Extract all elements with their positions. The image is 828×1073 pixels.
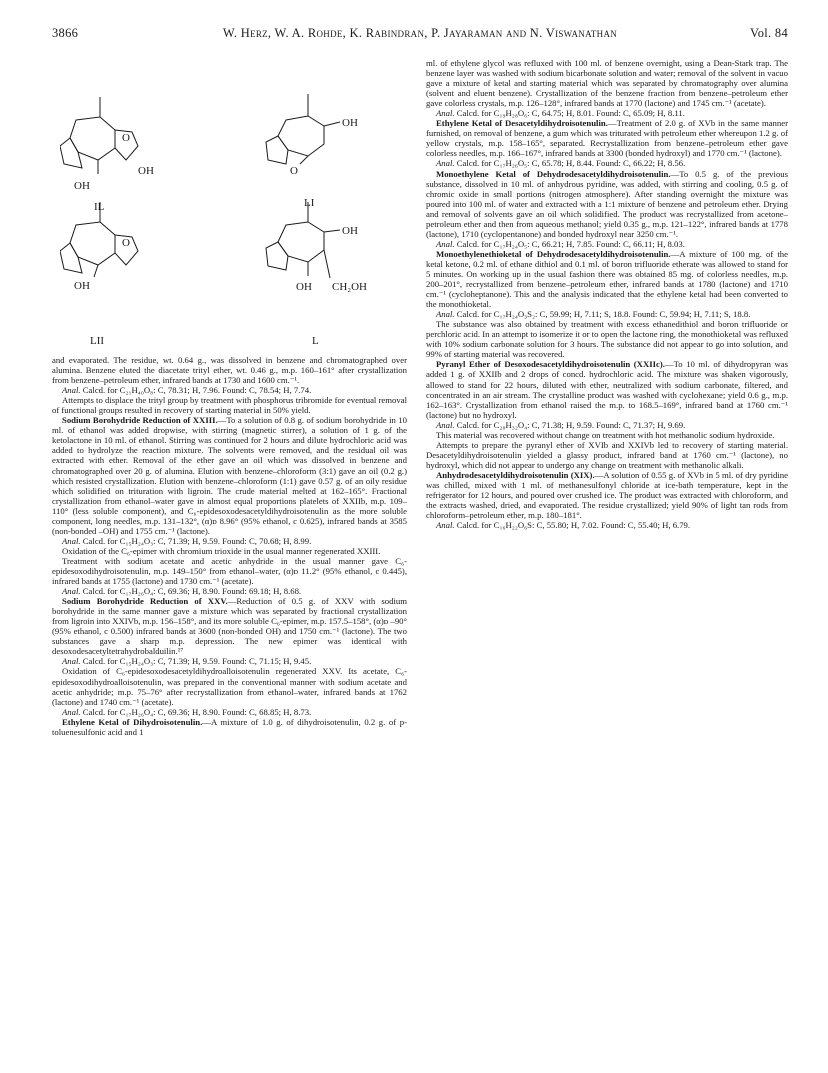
paragraph <box>52 546 407 556</box>
anal-label: Anal. <box>62 586 81 597</box>
paragraph <box>426 108 788 118</box>
label-il: IL <box>94 201 105 213</box>
paragraph-text: Calcd. for C₂₀H₃₂O₄: C, 71.38; H, 9.59. Found: C, 71.37; H, 9.69. <box>454 419 686 430</box>
anal-label: Anal. <box>436 158 455 169</box>
paragraph <box>426 118 788 158</box>
structure-figures <box>60 82 400 352</box>
paragraph-text: Calcd. for C₂₁H₄₀O₈: C, 78.31; H, 7.96. Found: C, 78.54; H, 7.74. <box>80 385 312 396</box>
lii-o: O <box>122 237 130 249</box>
il-oh: OH <box>138 165 154 177</box>
paragraph-text: Treatment with sodium acetate and acetic anhydride in the usual manner gave C₆-epidesoxodihydroisotenulin, m.p. 149–150° from ethanol–water, (α)ᴅ 11.2° (95% ethanol, c 0.445), infrared bands at 1755 (lactone) and 1730 cm.⁻¹ (acetate). <box>52 555 407 587</box>
paragraph-text: The substance was also obtained by treatment with excess ethanedithiol and boron trifluoride or perchloric acid. In an attempt to isomerize it or to open the lactone ring, the monothioketal was refluxed with 10% sodium carbonate solution for 3 hours. The substance did not appear to go into solution, and 99% of starting material was recovered. <box>426 319 788 360</box>
paragraph-text: Calcd. for C₁₇H₂₄O₅: C, 66.21; H, 7.85. Found: C, 66.11; H, 8.03. <box>454 238 685 249</box>
paragraph-text: —Reduction of 0.5 g. of XXV with sodium borohydride in the same manner gave a mixture which was separated by fractional crystallization from ligroin into XXIVb, m.p. 156–158°, and its more soluble C₆-epimer, m.p. 157.5–158°, (α)ᴅ –90° (95% ethanol, c 0.500) infrared bands at 3600 (non-bonded OH) and 1750 cm.⁻¹ (lactone). The two substances gave a sharp m.p. depression. The new epimer was identical with desoxodesacetyltetrahydrobalduilin.¹⁷ <box>52 596 408 657</box>
paragraph <box>52 656 407 666</box>
section-heading: Anhydrodesacetyldihydroisotenulin (XIX). <box>436 469 595 480</box>
anal-label: Anal. <box>436 520 455 531</box>
paragraph-text: Calcd. for C₁₆H₂₂O₆S: C, 55.80; H, 7.02. Found: C, 55.40; H, 6.79. <box>454 520 691 531</box>
paragraph-text: —To 0.5 g. of the previous substance, dissolved in 10 ml. of anhydrous pyridine, was added, with stirring and cooling, 0.5 g. of chromic oxide in small portions (nitrogen atmosphere). After standing overnight the mixture was poured into 100 ml. of water and extracted with a 1:1 mixture of benzene and petroleum ether. Drying and removal of solvents gave an oil which solidified. The product was recrystallized from acetone–petroleum ether and then from aqueous methanol; yield 0.35 g., m.p. 121–122°, infrared bands at 1778 (lactone), 1710 (cyclopentanone) and bonded hydroxyl near 3250 cm.⁻¹. <box>426 168 789 239</box>
anal-label: Anal. <box>436 108 455 119</box>
paragraph-text: Attempts to displace the trityl group by treatment with phosphorus tribromide for eventual removal of functional groups resulted in recovery of starting material in 50% yield. <box>52 395 407 416</box>
paragraph <box>52 415 407 536</box>
lii-oh: OH <box>74 280 90 292</box>
paragraph-text: ml. of ethylene glycol was refluxed with 100 ml. of benzene overnight, using a Dean-Stark trap. The benzene layer was washed with sodium bicarbonate solution and water; removal of the solvent in vacuo gave a mixture of ketal and starting material which was separated by chromatography over alumina (solvent and eluent benzene). Crystallization of the benzene fraction from benzene–petroleum ether gave colorless crystals, m.p. 126–128°, infrared bands at 1770 (lactone) and 1745 cm.⁻¹ (acetate). <box>426 58 788 109</box>
section-heading: Monoethylene Ketal of Dehydrodesacetyldihydroisotenulin. <box>436 168 671 179</box>
left-column <box>52 355 407 737</box>
l-ch2oh: CH₂OH <box>332 281 368 293</box>
paragraph <box>52 556 407 586</box>
volume-label: Vol. 84 <box>750 26 788 40</box>
paragraph <box>52 666 407 706</box>
structure-li <box>266 94 340 164</box>
structure-l <box>266 202 340 278</box>
running-authors: W. Herz, W. A. Rohde, K. Rabindran, P. Jayaraman and N. Viswanathan <box>222 26 618 40</box>
l-oh-top: OH <box>342 225 358 237</box>
right-column <box>426 58 788 530</box>
paragraph <box>52 596 407 656</box>
structure-diagrams <box>60 82 400 352</box>
paragraph-text: and evaporated. The residue, wt. 0.64 g., was dissolved in benzene and chromatographed over alumina. Benzene eluted the diacetate trityl ether, wt. 0.46 g., m.p. 160–161° after crystallization from benzene–petroleum ether, infrared bands at 1730 and 1600 cm.⁻¹. <box>52 355 407 386</box>
il-o: O <box>122 132 130 144</box>
paragraph-text: —To a solution of 0.8 g. of sodium borohydride in 10 ml. of ethanol was added dropwise, with stirring (magnetic stirrer), a solution of 1 g. of the ketolactone in 10 ml. of ethanol. Stirring was continued for 2 hours and dilute hydrochloric acid was added to hydrolyze the reaction mixture. The solvents were removed, and the residual oil was extracted with ether. Removal of the ether gave an oil which was dissolved in benzene and chromatographed over 20 g. of alumina. Elution with benzene–chloroform (3:1) gave an oil (0.2 g.) which resisted crystallization. Elution with benzene–chloroform (1:1) gave 0.57 g. of an oily residue which solidified on trituration with ligroin. The crude material melted at 162–165°. Fractional crystallization from ethanol–water gave in almost equal proportions platelets of XXIIb, m.p. 109–110° (less soluble component), and C₆-epidesoxodesacetyldihydroisotenulin as the more soluble component, long needles, m.p. 131–132°, (α)ᴅ 8.96° (95% ethanol, c 0.625), infrared bands at 3585 (non-bonded –OH) and 1755 cm.⁻¹ (lactone). <box>52 415 407 536</box>
paragraph <box>426 158 788 168</box>
paragraph-text: Calcd. for C₁₇H₂₆O₄: C, 69.36; H, 8.90. Found: 69.18; H, 8.68. <box>80 586 302 597</box>
paragraph <box>426 420 788 430</box>
anal-label: Anal. <box>436 238 455 249</box>
paragraph-text: This material was recovered without change on treatment with hot methanolic sodium hydroxide. <box>436 429 775 440</box>
label-li: LI <box>304 197 315 209</box>
il-oh-ring: OH <box>74 180 90 192</box>
paragraph-text: Oxidation of C₆-epidesoxodesacetyldihydroalloisotenulin regenerated XXV. Its acetate, C₆-epidesoxodihydroalloisotenulin, was prepared in the conventional manner with sodium acetate and acetic anhydride; m.p. 75–76° after recrystallization from ethanol–water, infrared bands at 1762 (lactone) and 1740 cm.⁻¹ (acetate). <box>52 666 407 707</box>
anal-label: Anal. <box>436 419 455 430</box>
paragraph <box>426 470 788 520</box>
running-header <box>52 26 788 42</box>
anal-label: Anal. <box>62 706 81 717</box>
paragraph <box>52 385 407 395</box>
paragraph-text: —A mixture of 100 mg. of the ketal ketone, 0.2 ml. of ethane dithiol and 0.1 ml. of boron trifluoride etherate was allowed to stand for 5 minutes. On working up in the usual fashion there was obtained 85 mg. of colorless needles, m.p. 200–201°, recrystallized from benzene–petroleum ether, infrared bands at 1780 (lactone) and 1710 cm.⁻¹ (cycloheptanone). This and the analysis indicated that the ethylene ketal had been converted to the monothioketal. <box>426 248 788 310</box>
paragraph <box>52 586 407 596</box>
paragraph <box>426 359 788 419</box>
l-oh: OH <box>296 281 312 293</box>
paragraph <box>52 717 407 737</box>
paragraph <box>426 249 788 309</box>
paragraph <box>426 58 788 108</box>
section-heading: Sodium Borohydride Reduction of XXV. <box>62 596 228 607</box>
label-l: L <box>312 335 319 347</box>
paragraph-text: Oxidation of the C₆-epimer with chromium trioxide in the usual manner regenerated XXIII. <box>62 545 381 556</box>
paragraph <box>52 355 407 385</box>
paragraph-text: —To 10 ml. of dihydropyran was added 1 g. of XXIIb and 2 drops of concd. hydrochloric acid. The mixture was shaken vigorously, allowed to stand for 22 hours, diluted with ether, neutralized with sodium carbonate, filtered, and concentrated in an air stream. The crystalline product was washed with cyclohexane; yield 0.6 g., m.p. 162–163°. Crystallization from ethanol raised the m.p. to 168.5–169°, infrared band at 1760 cm.⁻¹ (lactone) but no hydroxyl. <box>426 359 788 420</box>
paragraph-text: —Treatment of 2.0 g. of XVb in the same manner furnished, on removal of benzene, a gum which was triturated with petroleum ether whereupon 1.2 g. of yellow crystals, m.p. 158–165°, separated. Recrystallization from benzene–petroleum ether gave colorless needles, m.p. 166–167°, infrared bands at 3300 (bonded hydroxyl) and 1770 cm.⁻¹ (lactone). <box>426 118 788 159</box>
paragraph <box>426 440 788 470</box>
paragraph-text: Calcd. for C₁₇H₂₄O₃S₂: C, 59.99; H, 7.11; S, 18.8. Found: C, 59.94; H, 7.11; S, 18.8. <box>454 309 751 320</box>
paragraph-text: Calcd. for C₁₅H₂₄O₃: C, 71.39; H, 9.59. Found: C, 71.15; H, 9.45. <box>80 656 312 667</box>
paragraph <box>426 319 788 359</box>
paragraph <box>426 239 788 249</box>
anal-label: Anal. <box>436 309 455 320</box>
li-oh: OH <box>342 117 358 129</box>
section-heading: Sodium Borohydride Reduction of XXIII. <box>62 415 218 426</box>
anal-label: Anal. <box>62 385 81 396</box>
label-lii: LII <box>90 335 105 347</box>
paragraph <box>426 520 788 530</box>
paragraph-text: Calcd. for C₁₉H₂₈O₆: C, 64.75; H, 8.01. Found: C, 65.09; H, 8.11. <box>454 108 685 119</box>
section-heading: Ethylene Ketal of Dihydroisotenulin. <box>62 716 203 727</box>
anal-label: Anal. <box>62 535 81 546</box>
section-heading: Monoethylenethioketal of Dehydrodesacetyldihydroisotenulin. <box>436 248 671 259</box>
paragraph <box>52 707 407 717</box>
paragraph-text: —A mixture of 1.0 g. of dihydroisotenulin, 0.2 g. of p-toluenesulfonic acid and 1 <box>52 716 407 737</box>
paragraph-text: Calcd. for C₁₇H₂₆O₄: C, 69.36; H, 8.90. Found: C, 68.85; H, 8.73. <box>80 706 312 717</box>
page-number: 3866 <box>52 26 79 40</box>
paragraph <box>52 395 407 415</box>
paragraph <box>426 430 788 440</box>
paragraph-text: —A solution of 0.55 g. of XVb in 5 ml. of dry pyridine was chilled, mixed with 1 ml. of methanesulfonyl chloride at ice-bath temperature, kept in the refrigerator for 12 hours, and poured over crushed ice. The product was extracted with chloroform, and the extracts washed, dried, and evaporated. The residue crystallized; yield 90% of light tan rods from chloroform–petroleum ether, m.p. 180–181°. <box>426 469 788 521</box>
paragraph-text: Attempts to prepare the pyranyl ether of XVIb and XXIVb led to recovery of starting material. Desacetyldihydroisotenulin yielded a glassy product, infrared band at 1760 cm.⁻¹ (lactone), no hydroxyl, which did not appear to undergo any change on treatment with methanolic alkali. <box>426 439 788 470</box>
li-o: O <box>290 165 298 177</box>
paragraph <box>52 536 407 546</box>
anal-label: Anal. <box>62 656 81 667</box>
paragraph-text: Calcd. for C₁₇H₂₆O₅: C, 65.78; H, 8.44. Found: C, 66.22; H, 8.56. <box>454 158 686 169</box>
paragraph <box>426 169 788 239</box>
paragraph-text: Calcd. for C₁₅H₂₄O₃: C, 71.39; H, 9.59. Found: C, 70.68; H, 8.99. <box>80 535 312 546</box>
paragraph <box>426 309 788 319</box>
section-heading: Ethylene Ketal of Desacetyldihydroisotenulin. <box>436 118 608 129</box>
section-heading: Pyranyl Ether of Desoxodesacetyldihydroisotenulin (XXIIc). <box>436 359 665 370</box>
